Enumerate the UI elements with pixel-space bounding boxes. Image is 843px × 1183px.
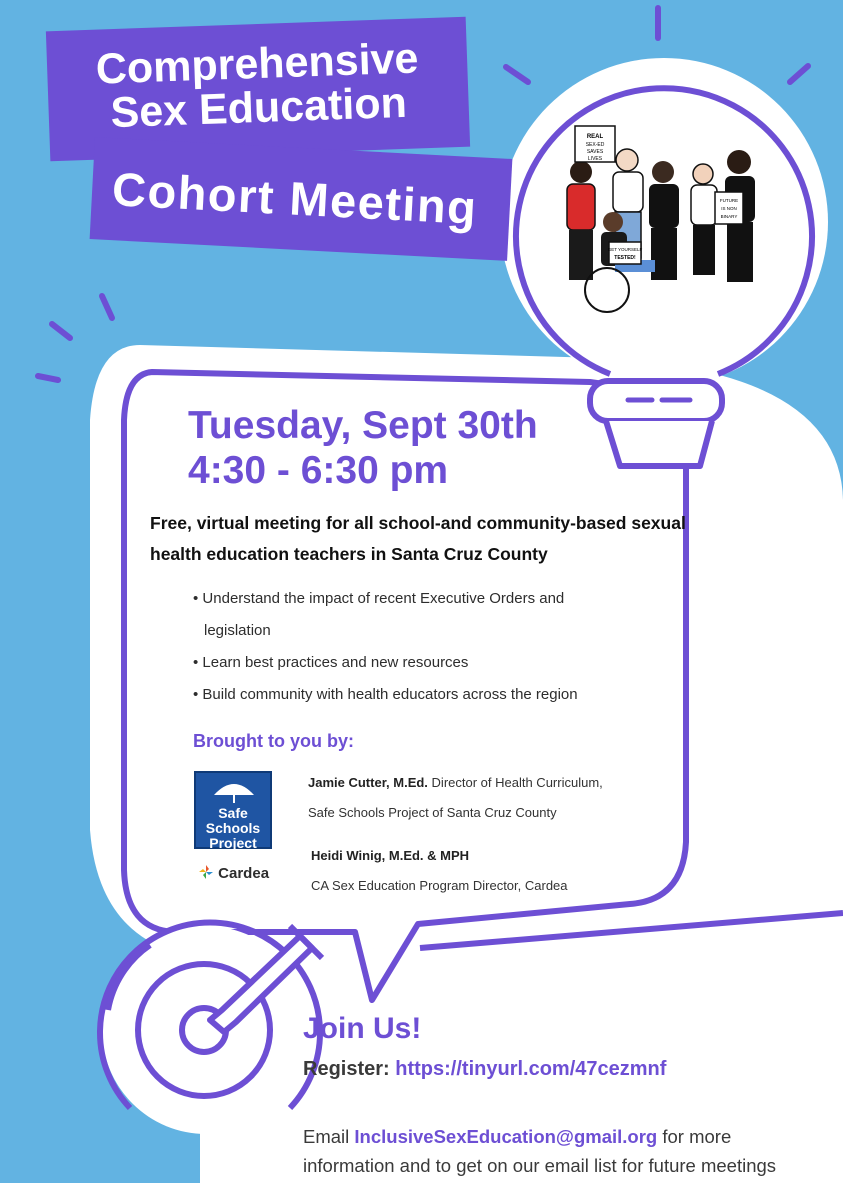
event-date: Tuesday, Sept 30th	[188, 404, 538, 447]
email-link[interactable]: InclusiveSexEducation@gmail.org	[354, 1126, 658, 1147]
svg-text:LIVES: LIVES	[587, 156, 603, 162]
svg-text:SAVES: SAVES	[586, 149, 604, 155]
list-item: • Understand the impact of recent Executive Orders and	[193, 583, 653, 615]
svg-text:BINARY: BINARY	[720, 214, 738, 219]
sponsor-jamie-cutter: Jamie Cutter, M.Ed. Director of Health Curriculum, Safe Schools Project of Santa Cruz County	[308, 775, 603, 820]
subtitle-banner: Cohort Meeting	[90, 137, 513, 261]
register-line: Register: https://tinyurl.com/47cezmnf	[303, 1058, 667, 1080]
cardea-logo: Cardea	[198, 864, 269, 882]
cardea-mark-icon	[198, 864, 214, 880]
svg-text:TESTED!: TESTED!	[614, 255, 636, 261]
svg-text:REAL: REAL	[586, 134, 604, 140]
svg-text:GET YOURSELF: GET YOURSELF	[607, 247, 643, 252]
svg-text:FUTURE: FUTURE	[719, 198, 739, 203]
sign-get-tested	[608, 242, 643, 264]
email-info: Email InclusiveSexEducation@gmail.org for more information and to get on our email list for future meetings	[303, 1126, 777, 1176]
safe-schools-project-logo: Safe Schools Project	[194, 771, 272, 849]
register-link[interactable]: https://tinyurl.com/47cezmnf	[395, 1058, 667, 1080]
join-heading: Join Us!	[303, 1012, 422, 1045]
sign-non-binary	[715, 192, 743, 224]
svg-text:IS NON: IS NON	[721, 206, 737, 211]
event-description: Free, virtual meeting for all school-and community-based sexual health education teachers in Santa Cruz County	[150, 513, 686, 564]
sponsor-heidi-winig: Heidi Winig, M.Ed. & MPH CA Sex Education Program Director, Cardea	[311, 848, 568, 893]
person-figure	[567, 161, 595, 280]
title-line1: Comprehensive	[95, 34, 420, 94]
umbrella-icon	[212, 779, 256, 805]
sign-real-sex-ed	[575, 126, 615, 162]
list-item-continued: legislation	[204, 622, 271, 639]
title-line2: Sex Education	[109, 78, 408, 138]
sponsors-heading: Brought to you by:	[193, 731, 354, 751]
svg-text:SEX-ED: SEX-ED	[585, 142, 605, 148]
list-item: • Build community with health educators across the region	[193, 679, 653, 711]
person-figure	[691, 164, 717, 275]
list-item: • Learn best practices and new resources	[193, 647, 653, 679]
event-time: 4:30 - 6:30 pm	[188, 449, 449, 492]
agenda-list	[193, 583, 653, 711]
group-illustration	[555, 122, 779, 322]
